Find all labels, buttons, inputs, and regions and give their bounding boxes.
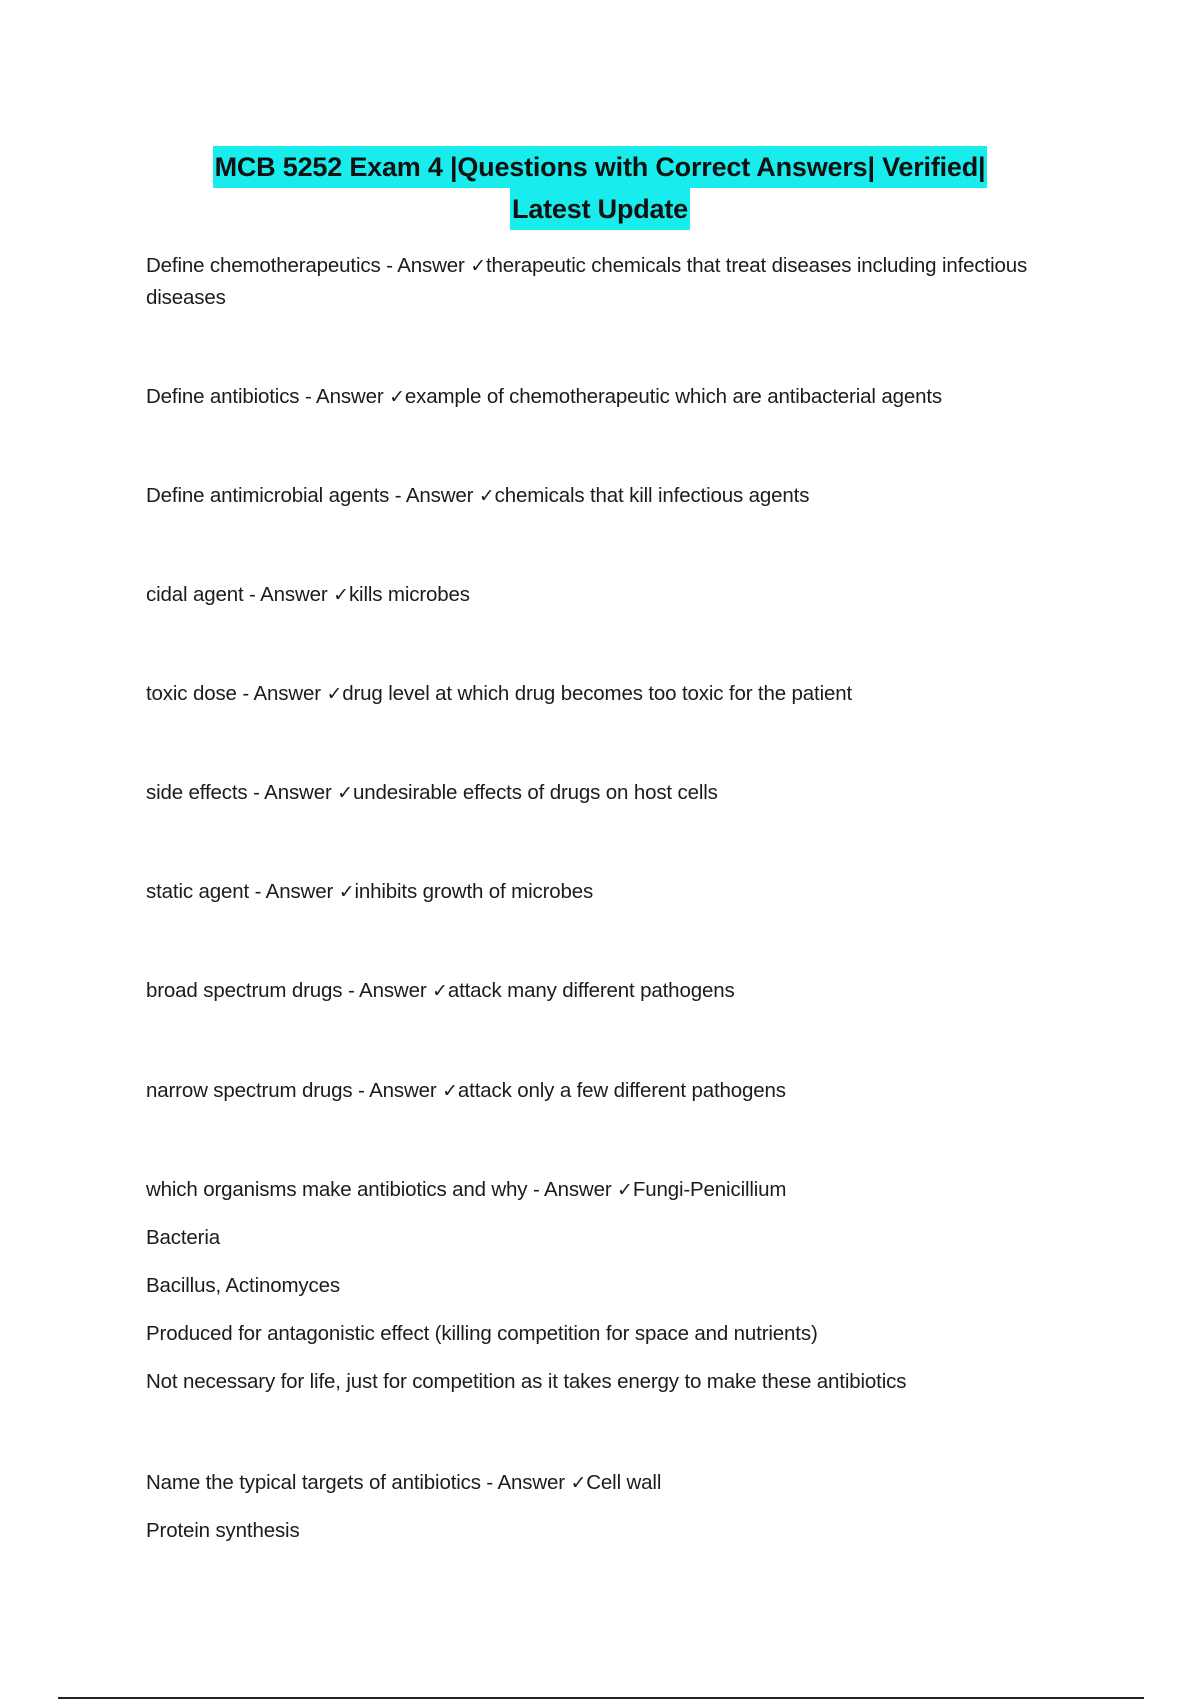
answer-text: inhibits growth of microbes (354, 880, 594, 903)
qa-item (146, 975, 1066, 1007)
title-line-2: Latest Update (510, 188, 690, 230)
qa-item (146, 777, 1066, 809)
question-text: broad spectrum drugs (146, 979, 343, 1002)
answer-text: example of chemotherapeutic which are antibacterial agents (404, 385, 942, 408)
qa-item (146, 876, 1066, 908)
question-text: Name the typical targets of antibiotics (146, 1471, 481, 1494)
answer-text: kills microbes (348, 583, 470, 606)
question-text: which organisms make antibiotics and why (146, 1178, 528, 1201)
answer-text: undesirable effects of drugs on host cells (352, 781, 718, 804)
qa-item (146, 678, 1066, 710)
answer-text: drug level at which drug becomes too toxic for the patient (342, 682, 853, 705)
answer-continuation: Bacillus, Actinomyces (146, 1274, 340, 1297)
qa-line (146, 381, 1066, 413)
qa-line (146, 250, 1066, 314)
checkmark-icon: ✓ (338, 881, 355, 903)
answer-separator: - Answer (299, 385, 390, 408)
qa-line (146, 1174, 1066, 1206)
checkmark-icon: ✓ (442, 1080, 458, 1102)
checkmark-icon: ✓ (389, 386, 405, 408)
answer-text: Fungi-Penicillium (632, 1178, 787, 1201)
answer-continuation: Not necessary for life, just for competition as it takes energy to make these antibiotics (146, 1370, 907, 1393)
checkmark-icon: ✓ (617, 1179, 633, 1201)
qa-line (146, 678, 1066, 710)
question-text: narrow spectrum drugs (146, 1079, 353, 1102)
answer-continuation: Bacteria (146, 1226, 221, 1249)
answer-separator: - Answer (352, 1079, 443, 1102)
answer-continuation: Protein synthesis (146, 1519, 300, 1542)
footer-divider (58, 1697, 1144, 1699)
answer-text: attack only a few different pathogens (457, 1079, 786, 1102)
question-text: Define antibiotics (146, 385, 300, 408)
answer-text: Cell wall (586, 1471, 662, 1494)
qa-line (146, 876, 1066, 908)
qa-line (146, 777, 1066, 809)
answer-separator: - Answer (236, 682, 327, 705)
answer-separator: - Answer (527, 1178, 618, 1201)
qa-line (146, 1075, 1066, 1107)
question-text: side effects (146, 781, 248, 804)
title-line-1: MCB 5252 Exam 4 |Questions with Correct Answers| Verified| (213, 146, 988, 188)
checkmark-icon: ✓ (470, 255, 486, 277)
answer-text: therapeutic chemicals that treat diseases including infectious diseases (146, 254, 1028, 309)
answer-separator: - Answer (342, 979, 433, 1002)
answer-separator: - Answer (380, 254, 471, 277)
qa-item (146, 1174, 1066, 1398)
checkmark-icon: ✓ (337, 782, 353, 804)
qa-item (146, 579, 1066, 611)
answer-text: attack many different pathogens (447, 979, 735, 1002)
answer-continuation: Produced for antagonistic effect (killing competition for space and nutrients) (146, 1322, 818, 1345)
question-text: Define antimicrobial agents (146, 484, 390, 507)
answer-separator: - Answer (389, 484, 479, 507)
qa-item (146, 1467, 1066, 1547)
qa-line (146, 579, 1066, 611)
qa-line (146, 1467, 1066, 1499)
qa-item (146, 381, 1066, 413)
checkmark-icon: ✓ (333, 584, 349, 606)
qa-item (146, 480, 1066, 512)
question-text: toxic dose (146, 682, 237, 705)
answer-text: chemicals that kill infectious agents (494, 484, 810, 507)
answer-separator: - Answer (480, 1471, 571, 1494)
question-text: cidal agent (146, 583, 244, 606)
answer-separator: - Answer (249, 880, 339, 903)
qa-item (146, 250, 1066, 314)
checkmark-icon: ✓ (570, 1472, 587, 1494)
qa-line (146, 480, 1066, 512)
checkmark-icon: ✓ (432, 980, 448, 1002)
qa-item (146, 1075, 1066, 1107)
document-title (0, 146, 1200, 230)
qa-line (146, 975, 1066, 1007)
answer-separator: - Answer (243, 583, 334, 606)
checkmark-icon: ✓ (326, 683, 343, 705)
question-text: Define chemotherapeutics (146, 254, 381, 277)
question-text: static agent (146, 880, 250, 903)
answer-separator: - Answer (247, 781, 338, 804)
checkmark-icon: ✓ (478, 485, 495, 507)
